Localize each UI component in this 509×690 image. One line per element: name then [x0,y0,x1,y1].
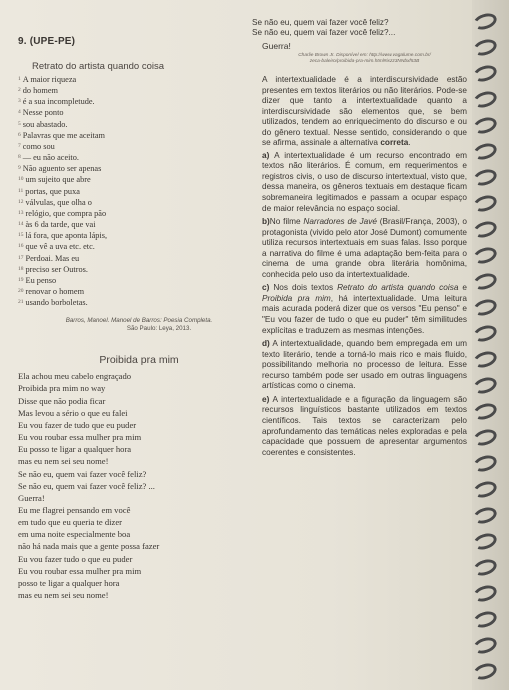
poem-text: — eu não aceito. [22,153,79,163]
alternative-letter: b) [262,217,270,227]
line-number: 9 [18,165,21,172]
spiral-ring [471,167,498,189]
lyric-line: mas eu nem sei seu nome! [18,456,109,467]
poem-line [18,208,260,219]
spiral-ring [471,245,498,267]
poem-line [18,286,260,297]
spiral-ring [471,401,498,423]
spiral-ring [471,583,498,605]
spiral-ring [471,193,498,215]
poem-text: Nesse ponto [22,108,64,118]
right-column [252,18,468,461]
poem-line [18,74,260,85]
poem-line [18,141,260,152]
spiral-ring [471,37,498,59]
song-end-word: Guerra! [262,41,291,51]
poem-line [18,241,260,252]
poem-line [18,219,260,230]
poem-line [18,174,260,185]
spiral-ring [471,89,498,111]
spiral-ring [471,661,498,683]
lyric-line: Eu me flagrei pensando em você [18,505,131,515]
line-number: 16 [18,243,24,250]
lyric-line: mas eu nem sei seu nome! [18,590,109,601]
line-number: 21 [18,299,24,306]
poem-text: um sujeito que abre [25,175,91,185]
lyric-line: em tudo que eu queria te dizer [18,517,123,528]
poem1-credit-city: São Paulo: Leya, 2013. [126,325,192,333]
notebook-spiral-binding [472,0,509,690]
alternative-text: A intertextualidade, quando bem empregada em um texto literário, tende a torná-lo mais rico e mais fluido, possibilitando melhoria no processo de leitura. Esse recurso também pode ser usado em outras linguagens artísticas como o cinema. [262,339,467,391]
spiral-ring [471,297,498,319]
poem-text: portas, que puxa [25,186,80,196]
poem-text: relógio, que compra pão [25,208,107,218]
alternative-b[interactable] [262,217,467,280]
poem-line [18,230,260,241]
poem-text: válvulas, que olha o [25,197,92,207]
lyric-line: Mas levou a sério o que eu falei [18,407,128,418]
lyric-line: Se não eu, quem vai fazer você feliz? [18,468,147,479]
poem-text: usando borboletas. [25,298,88,308]
spiral-ring [471,479,498,501]
lyric-line: Eu vou roubar essa mulher pra mim [18,432,142,443]
alternative-letter: d) [262,339,270,349]
spiral-ring [471,11,498,33]
spiral-ring [471,323,498,345]
question-number: 9. (UPE-PE) [18,36,76,47]
alternative-text: (Brasil/França, 2003), o protagonista (vivido pelo ator José Dumont) comumente utiliza recursos intertextuais em suas falas. Isso porque a narrativa do filme é uma adaptação bem-feita para o cinema de uma grande obra literária homônima, conhecida pelo uso da intertextualidade. [262,217,467,279]
spiral-ring [471,453,498,475]
line-number: 12 [18,198,24,205]
line-number: 7 [18,142,21,149]
lyric-line: Eu posso te ligar a qualquer hora [18,444,132,455]
line-number: 17 [18,254,24,261]
lyric-line: Eu vou fazer tudo o que eu puder [18,553,133,564]
line-number: 14 [18,221,24,228]
alternative-text: No filme [269,217,304,227]
lyric-line: Disse que não podia ficar [18,395,106,406]
poem-line [18,96,260,107]
spiral-ring [471,375,498,397]
song-top-line: Se não eu, quem vai fazer você feliz?... [252,28,396,37]
line-number: 20 [18,287,24,294]
spiral-ring [471,557,498,579]
lyric-line: Ela achou meu cabelo engraçado [18,371,132,382]
alternative-text: A intertextualidade é um recurso encontrado em textos não literários. É comum, em requerimentos e registros civis, o uso de discurso intertextual, visto que, dessa maneira, os gêneros textuais em destaque ficam sobremaneira legitimados e passam a ocupar espaço de maior relevância no espaço social. [262,150,467,213]
poem-text: do homem [22,86,59,96]
line-number: 13 [18,209,24,216]
song-top-line: Se não eu, quem vai fazer você feliz? [252,18,389,27]
alternative-letter: e) [262,394,270,404]
line-number: 15 [18,232,24,239]
poem-line [18,163,260,174]
alternative-e[interactable] [262,395,467,458]
lyric-line: posso te ligar a qualquer hora [18,577,120,588]
line-number: 6 [18,131,21,138]
line-number: 10 [18,176,24,183]
line-number: 8 [18,154,21,161]
poem-text: renovar o homem [25,286,85,296]
source-line: Charlie Brown Jr. Disponível em: http://www.vagalume.com.br/ [298,53,431,58]
poem1-credit: Barros, Manoel. Manoel de Barros: Poesia Completa. [65,317,213,325]
spiral-ring [471,219,498,241]
alternative-text: Nos dois textos [273,283,338,293]
poem-text: lá fora, que aponta lápis, [25,231,108,241]
line-number: 5 [18,120,21,127]
spiral-ring [471,271,498,293]
lyric-line: Eu vou roubar essa mulher pra mim [18,565,142,576]
poem-text: preciso ser Outros. [25,264,88,274]
alternative-text: e [458,283,467,293]
line-number: 1 [18,76,21,82]
spiral-ring [471,531,498,553]
poem-line [18,85,260,96]
spiral-ring [471,141,498,163]
poem-line [18,152,260,163]
lyric-line: Proibida pra mim no way [18,383,106,394]
song-reference: Proibida pra mim [262,293,331,303]
line-number: 19 [18,276,24,283]
poem-text: como sou [22,141,55,151]
statement-text: A intertextualidade é a interdiscursividade estão presentes em textos literários ou não literários. Pode-se dizer que tanto a intertextualidade quanto a interdiscursividade são elementos que, se bem utilizados, tendem ao enriquecimento do discurso e ou do gênero textual. Nesse sentido, considerando o que se afirma, assinale a alternativa [262,75,467,148]
lyric-line: Guerra! [18,492,45,503]
poem-line [18,107,260,118]
source-line: zeca-baleiro/proibida-pra-mim.html#ixzz3NNbxf53B [309,59,420,64]
poem-line [18,253,260,264]
poem-line [18,186,260,197]
poem-text: é a sua incompletude. [22,97,95,107]
alternative-text: A intertextualidade e a figuração da linguagem são recursos linguísticos bastante utilizados em textos científicos. Tais textos se caracterizam pelo aprofundamento das temáticas neles exploradas e pela capacidade que possuem de apresentar argumentos coerentes e consistentes. [262,394,467,457]
poem-reference: Retrato do artista quando coisa [337,283,459,293]
poem-text: sou abastado. [22,119,68,129]
poem-text: às 6 da tarde, que vai [25,220,96,230]
poem-line [18,275,260,286]
poem1-lines [18,74,260,308]
poem-text: que vê a uva etc. etc. [25,242,95,252]
line-number: 4 [18,109,21,116]
spiral-ring [471,349,498,371]
spiral-ring [471,635,498,657]
poem2-title: Proibida pra mim [99,354,179,367]
spiral-ring [471,63,498,85]
spiral-ring [471,115,498,137]
spiral-ring [471,505,498,527]
lyric-line: Se não eu, quem vai fazer você feliz? ... [18,480,155,491]
spiral-ring [471,609,498,631]
poem-text: Perdoai. Mas eu [25,253,80,263]
lyric-line: não há nada mais que a gente possa fazer [18,541,160,552]
alternative-text: , há intertextualidade. Uma leitura mais acurada poderá dizer que os versos "Eu penso" e "Eu vou fazer de tudo o que eu puder" têm similitudes explícitas e traduzem as mesmas intenções. [262,293,468,335]
poem-line [18,119,260,130]
poem-line [18,297,260,308]
spiral-ring [471,427,498,449]
line-number: 11 [18,187,24,194]
poem2-lines [18,370,260,601]
left-column [18,36,260,601]
lyric-line: Eu vou fazer de tudo que eu puder [18,419,137,430]
poem-text: Palavras que me aceitam [22,130,105,140]
poem-line [18,130,260,141]
lyric-line: em uma noite especialmente boa [18,529,131,540]
poem-text: A maior riqueza [22,75,77,84]
poem-text: Eu penso [25,275,57,285]
line-number: 3 [18,98,21,105]
alternative-letter: a) [262,150,270,160]
line-number: 18 [18,265,24,272]
statement-emphasis: correta [380,138,409,148]
song-source [262,53,467,65]
question-statement: A intertextualidade é a interdiscursividade estão presentes em textos literários ou não literários. Pode-se dizer que tanto a intertextualidade quanto a interdiscursividade são elementos que, se bem utilizados, tendem ao enriquecimento do discurso e ou do gênero textual. Nesse sentido, considerando o que se afirma, assinale a alternativa correta. [262,75,467,148]
alternative-letter: c) [262,283,270,293]
poem-line [18,264,260,275]
poem-text: Não aguento ser apenas [22,164,102,174]
line-number: 2 [18,87,21,94]
alternative-a[interactable] [262,151,467,214]
poem-line [18,197,260,208]
alternative-d[interactable] [262,339,467,392]
alternative-c[interactable] [262,283,467,336]
film-title: Narradores de Javé [303,217,377,227]
poem1-title: Retrato do artista quando coisa [32,61,165,72]
